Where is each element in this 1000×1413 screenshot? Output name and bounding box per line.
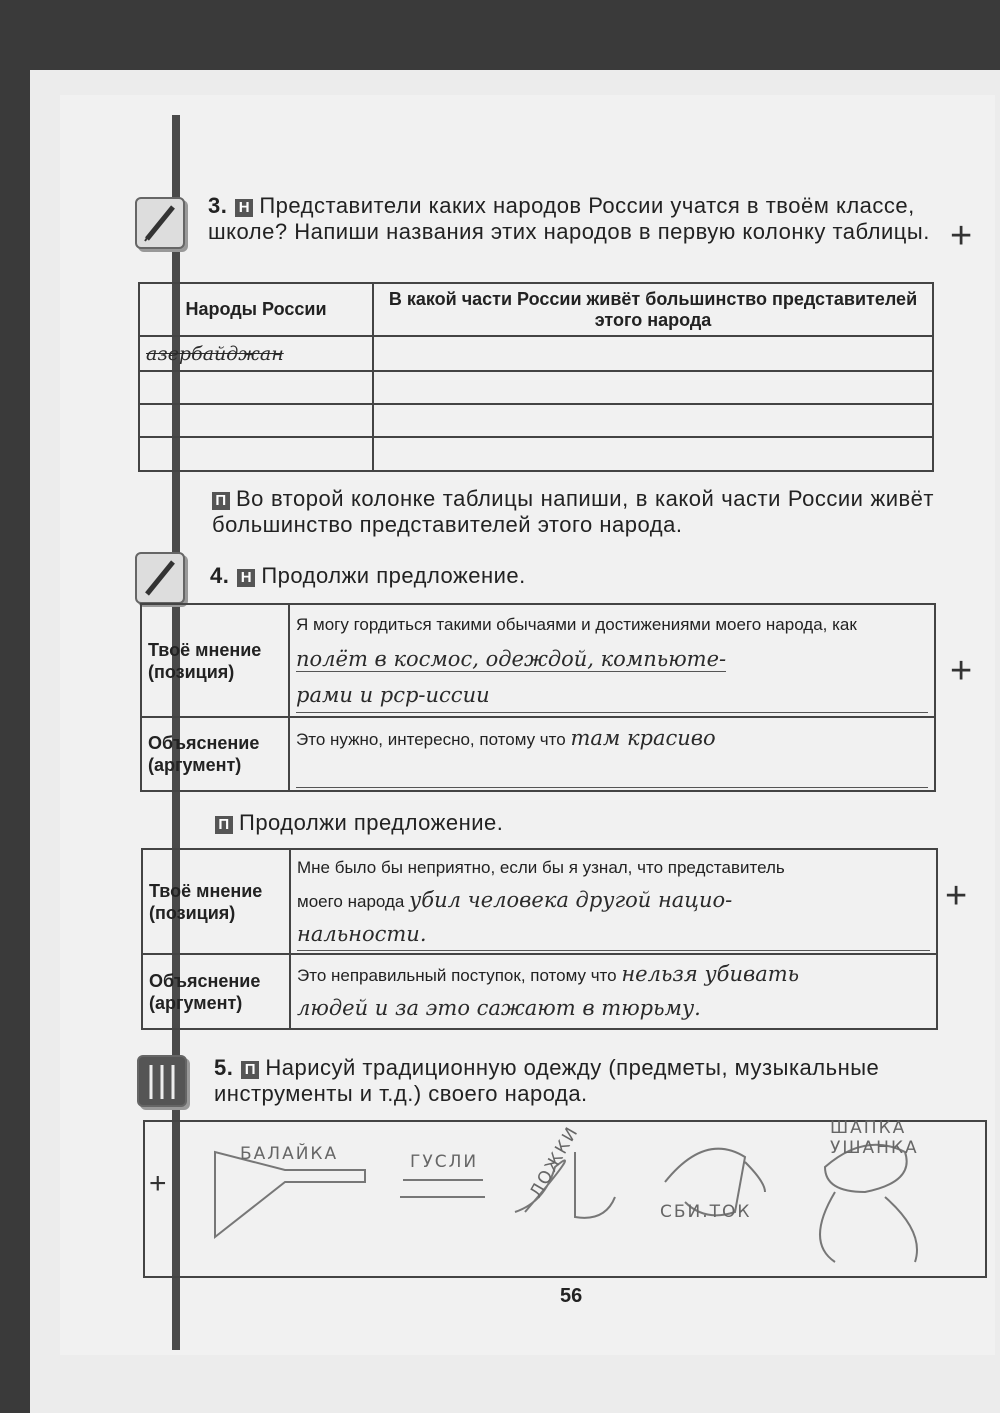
argument-answer[interactable]: людей и за это сажают в тюрьму. bbox=[297, 995, 701, 1020]
level-marker: Н bbox=[235, 199, 253, 217]
answer-line[interactable] bbox=[296, 757, 928, 788]
table-cell[interactable] bbox=[373, 404, 933, 437]
task4-subtask-text: Продолжи предложение. bbox=[239, 810, 504, 835]
task3-text: Представители каких народов России учатся в твоём классе, школе? Напиши названия этих народов в первую колонку таблицы. bbox=[208, 193, 930, 244]
table-row bbox=[139, 371, 933, 404]
opinion-prompt: Я могу гордиться такими обычаями и достижениями моего народа, как bbox=[296, 615, 857, 634]
opinion-prompt: моего народа bbox=[297, 892, 405, 911]
pencil-icon bbox=[135, 197, 185, 249]
drawing-label: ГУСЛИ bbox=[410, 1152, 479, 1172]
table-row bbox=[139, 437, 933, 471]
unpleasant-table bbox=[141, 848, 938, 1030]
page-number: 56 bbox=[560, 1285, 583, 1307]
grade-mark: + bbox=[950, 650, 973, 692]
opinion-answer[interactable]: нальности. bbox=[297, 918, 930, 951]
table-cell[interactable]: азербайджан bbox=[139, 336, 373, 371]
drawing-label: ШАПКА УШАНКА bbox=[830, 1118, 919, 1158]
grade-mark: + bbox=[950, 215, 973, 257]
pride-table bbox=[140, 603, 936, 792]
task4-number: 4. bbox=[210, 563, 230, 588]
task5-prompt bbox=[214, 1055, 936, 1107]
opinion-answer[interactable]: рами и рср-иссии bbox=[296, 678, 928, 713]
task3-prompt bbox=[208, 193, 933, 245]
argument-label: Объяснение (аргумент) bbox=[142, 954, 290, 1029]
table-cell[interactable] bbox=[139, 404, 373, 437]
task4-subtask bbox=[215, 810, 503, 836]
task5-number: 5. bbox=[214, 1055, 234, 1080]
drawing-area[interactable] bbox=[143, 1120, 987, 1278]
task4-text: Продолжи предложение. bbox=[261, 563, 526, 588]
pencil-icon bbox=[135, 552, 185, 604]
task5-text: Нарисуй традиционную одежду (предметы, музыкальные инструменты и т.д.) своего народа. bbox=[214, 1055, 880, 1106]
level-marker: П bbox=[215, 816, 233, 834]
grade-mark: + bbox=[945, 875, 968, 917]
argument-answer[interactable]: нельзя убивать bbox=[621, 961, 800, 986]
drawing-label: БАЛАЙКА bbox=[240, 1144, 339, 1164]
grade-mark: + bbox=[149, 1167, 167, 1200]
task4-prompt bbox=[210, 563, 526, 589]
task3-subtask-text: Во второй колонке таблицы напиши, в какой части России живёт большинство представителей этого народа. bbox=[212, 486, 934, 537]
argument-answer[interactable]: там красиво bbox=[570, 725, 716, 750]
argument-label: Объяснение (аргумент) bbox=[141, 717, 289, 791]
table-cell[interactable] bbox=[373, 371, 933, 404]
column-header: Народы России bbox=[139, 283, 373, 336]
opinion-answer[interactable]: полёт в космос, одеждой, компьюте- bbox=[296, 647, 727, 671]
level-marker: П bbox=[241, 1061, 259, 1079]
table-row bbox=[139, 404, 933, 437]
table-cell[interactable] bbox=[373, 336, 933, 371]
drawing-label: СБИ.ТОК bbox=[660, 1202, 752, 1222]
task3-subtask bbox=[212, 486, 934, 538]
level-marker: Н bbox=[237, 569, 255, 587]
table-row bbox=[139, 336, 933, 371]
column-header: В какой части России живёт большинство представителей этого народа bbox=[373, 283, 933, 336]
opinion-label: Твоё мнение (позиция) bbox=[141, 604, 289, 717]
pencils-icon bbox=[137, 1055, 187, 1107]
opinion-prompt: Мне было бы неприятно, если бы я узнал, что представитель bbox=[297, 858, 785, 877]
opinion-label: Твоё мнение (позиция) bbox=[142, 849, 290, 954]
argument-prompt: Это нужно, интересно, потому что bbox=[296, 729, 566, 749]
task3-number: 3. bbox=[208, 193, 228, 218]
level-marker: П bbox=[212, 492, 230, 510]
table-cell[interactable] bbox=[373, 437, 933, 471]
argument-prompt: Это неправильный поступок, потому что bbox=[297, 965, 617, 985]
drawing-label: ЛОЖКИ bbox=[526, 1122, 584, 1202]
table-cell[interactable] bbox=[139, 437, 373, 471]
opinion-answer[interactable]: убил человека другой нацио- bbox=[409, 888, 733, 912]
table-cell[interactable] bbox=[139, 371, 373, 404]
peoples-table bbox=[138, 282, 934, 472]
